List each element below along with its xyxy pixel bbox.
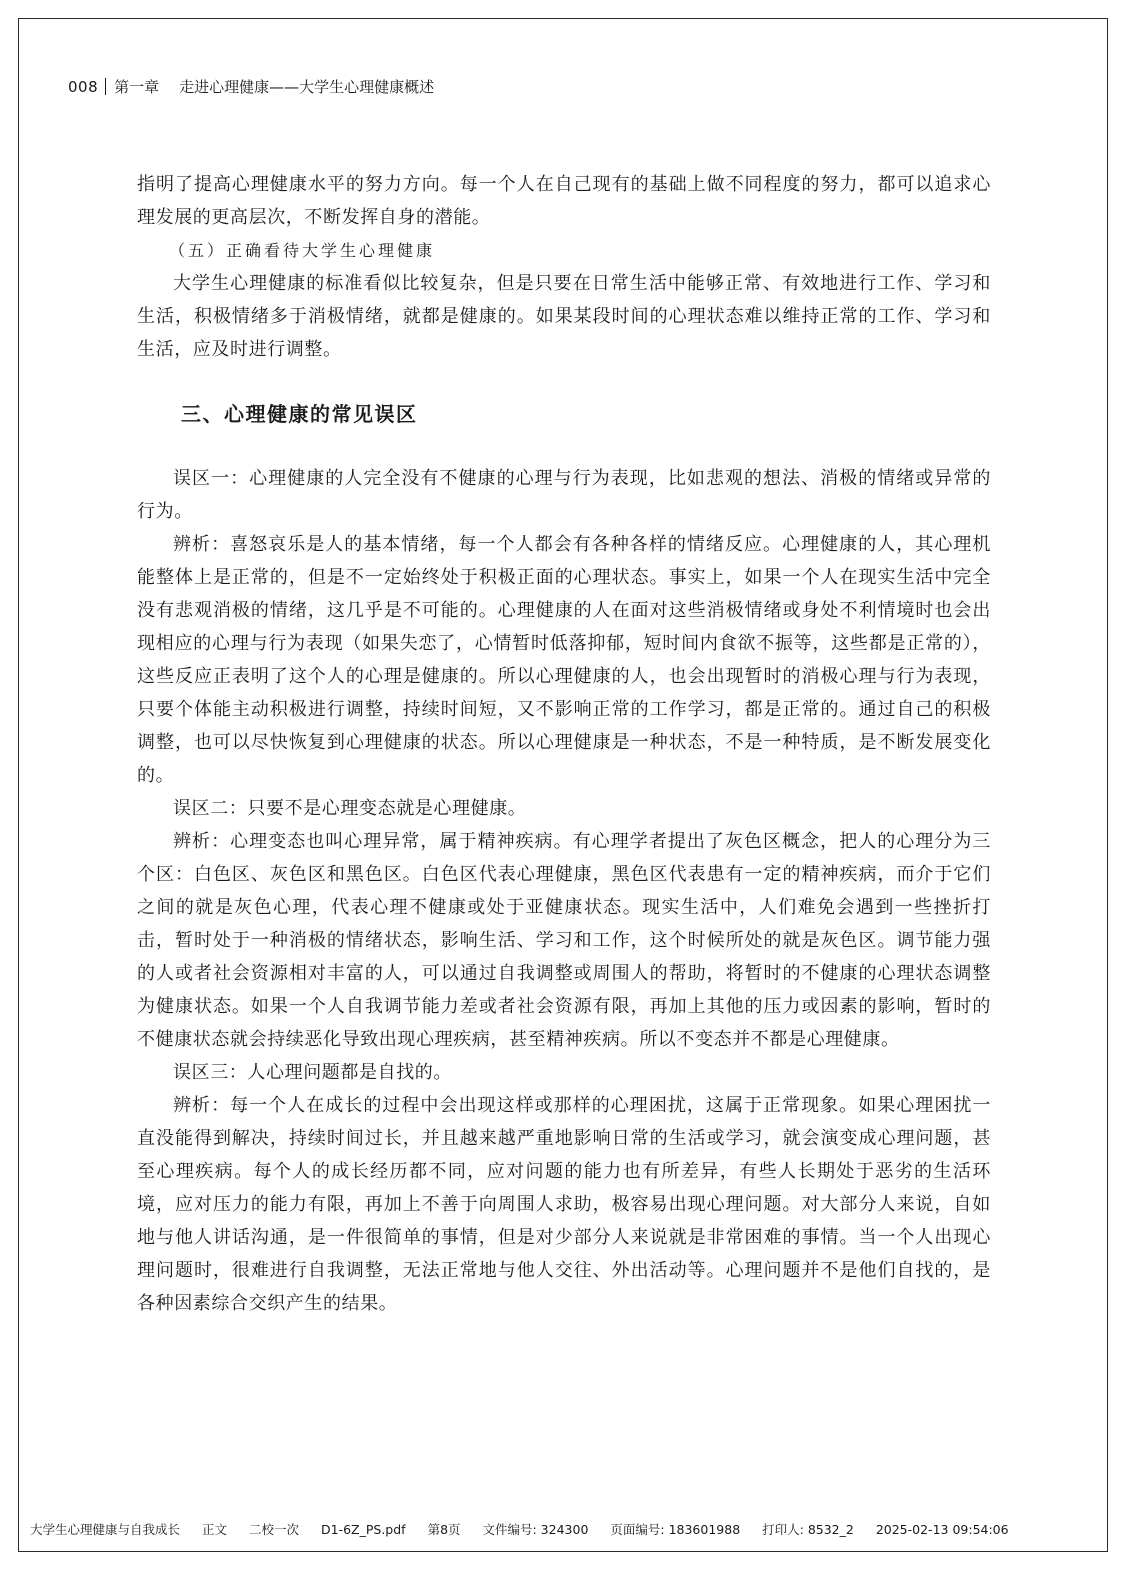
- section-heading: 三、心理健康的常见误区: [181, 402, 418, 426]
- footer-section: 正文: [202, 1522, 228, 1537]
- footer-datetime: 2025-02-13 09:54:06: [875, 1522, 1009, 1537]
- print-footer: [30, 1520, 1009, 1538]
- paragraph: 大学生心理健康的标准看似比较复杂，但是只要在日常生活中能够正常、有效地进行工作、学习和生活，积极情绪多于消极情绪，就都是健康的。如果某段时间的心理状态难以维持正常的工作、学习和生活，应及时进行调整。: [137, 273, 991, 360]
- page-number: 008: [68, 77, 99, 96]
- paragraph-continued: 指明了提高心理健康水平的努力方向。每一个人在自己现有的基础上做不同程度的努力，都可以追求心理发展的更高层次，不断发挥自身的潜能。: [137, 174, 991, 228]
- analysis-2: 辨析：心理变态也叫心理异常，属于精神疾病。有心理学者提出了灰色区概念，把人的心理分为三个区：白色区、灰色区和黑色区。白色区代表心理健康，黑色区代表患有一定的精神疾病，而介于它们之间的就是灰色心理，代表心理不健康或处于亚健康状态。现实生活中，人们难免会遇到一些挫折打击，暂时处于一种消极的情绪状态，影响生活、学习和工作，这个时候所处的就是灰色区。调节能力强的人或者社会资源相对丰富的人，可以通过自我调整或周围人的帮助，将暂时的不健康的心理状态调整为健康状态。如果一个人自我调节能力差或者社会资源有限，再加上其他的压力或因素的影响，暂时的不健康状态就会持续恶化导致出现心理疾病，甚至精神疾病。所以不变态并不都是心理健康。: [137, 831, 991, 1050]
- header-divider: [105, 78, 106, 95]
- footer-book-title: 大学生心理健康与自我成长: [30, 1522, 181, 1537]
- page-body: [137, 168, 991, 1320]
- myth-2: 误区二：只要不是心理变态就是心理健康。: [173, 798, 527, 819]
- footer-printer: 打印人: 8532_2: [762, 1522, 854, 1537]
- chapter-label: 第一章: [114, 78, 160, 96]
- chapter-title: 走进心理健康——大学生心理健康概述: [179, 78, 435, 96]
- analysis-3: 辨析：每一个人在成长的过程中会出现这样或那样的心理困扰，这属于正常现象。如果心理困扰一直没能得到解决，持续时间过长，并且越来越严重地影响日常的生活或学习，就会演变成心理问题，甚至心理疾病。每个人的成长经历都不同，应对问题的能力也有所差异，有些人长期处于恶劣的生活环境，应对压力的能力有限，再加上不善于向周围人求助，极容易出现心理问题。对大部分人来说，自如地与他人讲话沟通，是一件很简单的事情，但是对少部分人来说就是非常困难的事情。当一个人出现心理问题时，很难进行自我调整，无法正常地与他人交往、外出活动等。心理问题并不是他们自找的，是各种因素综合交织产生的结果。: [137, 1095, 991, 1314]
- footer-page: 第8页: [427, 1522, 461, 1537]
- footer-file: D1-6Z_PS.pdf: [321, 1522, 406, 1537]
- running-header: [68, 76, 434, 97]
- footer-proof: 二校一次: [249, 1522, 300, 1537]
- myth-3: 误区三：人心理问题都是自找的。: [173, 1062, 452, 1083]
- myth-1: 误区一：心理健康的人完全没有不健康的心理与行为表现，比如悲观的想法、消极的情绪或异常的行为。: [137, 468, 991, 522]
- footer-doc-no: 文件编号: 324300: [482, 1522, 589, 1537]
- footer-page-no: 页面编号: 183601988: [610, 1522, 741, 1537]
- subsection-heading: （五）正确看待大学生心理健康: [169, 241, 436, 260]
- analysis-1: 辨析：喜怒哀乐是人的基本情绪，每一个人都会有各种各样的情绪反应。心理健康的人，其心理机能整体上是正常的，但是不一定始终处于积极正面的心理状态。事实上，如果一个人在现实生活中完全没有悲观消极的情绪，这几乎是不可能的。心理健康的人在面对这些消极情绪或身处不利情境时也会出现相应的心理与行为表现（如果失恋了，心情暂时低落抑郁，短时间内食欲不振等，这些都是正常的），这些反应正表明了这个人的心理是健康的。所以心理健康的人，也会出现暂时的消极心理与行为表现，只要个体能主动积极进行调整，持续时间短，又不影响正常的工作学习，都是正常的。通过自己的积极调整，也可以尽快恢复到心理健康的状态。所以心理健康是一种状态，不是一种特质，是不断发展变化的。: [137, 534, 991, 786]
